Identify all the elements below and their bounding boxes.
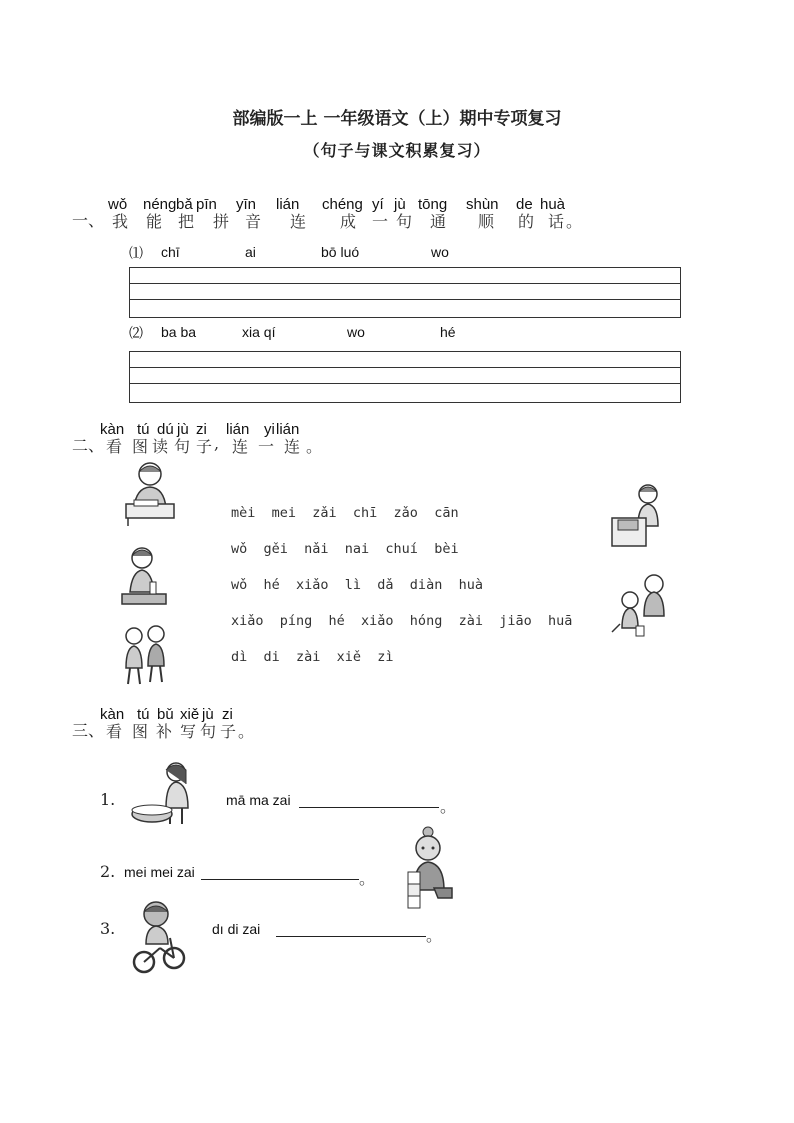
boy-cycling-illustration[interactable] bbox=[132, 898, 186, 976]
s1-hanzi-13: 。 bbox=[566, 212, 583, 231]
s2-pinyin-6: yi bbox=[264, 421, 275, 438]
q1-label: ⑴ bbox=[129, 245, 143, 261]
girl-eating-illustration[interactable] bbox=[120, 544, 168, 608]
page-title: 部编版一上 一年级语文（上）期中专项复习 bbox=[232, 109, 562, 129]
q2-word: xia qí bbox=[242, 324, 276, 340]
s2-hanzi-1: 图 bbox=[132, 437, 149, 456]
q2-word: ba ba bbox=[161, 324, 197, 340]
s1-hanzi-8: 句 bbox=[396, 212, 413, 231]
s1-pinyin-9: tōng bbox=[418, 196, 448, 213]
s2-hanzi-7: 一 bbox=[258, 437, 275, 456]
item1-number: 1. bbox=[100, 790, 116, 809]
s2-pinyin-2: dú bbox=[157, 421, 174, 438]
boy-writing-illustration[interactable] bbox=[120, 458, 180, 528]
s2-pinyin-7: lián bbox=[276, 421, 300, 438]
section2-number: 二、 bbox=[72, 436, 105, 455]
item3-end: 。 bbox=[426, 926, 443, 945]
s3-pinyin-4: jù bbox=[202, 706, 214, 723]
item3-number: 3. bbox=[100, 919, 116, 938]
match-sentence[interactable]: mèi mei zǎi chī zǎo cān bbox=[231, 505, 459, 521]
item2-answer-blank[interactable] bbox=[201, 865, 359, 880]
s3-pinyin-0: kàn bbox=[100, 706, 125, 723]
item1-end: 。 bbox=[440, 797, 457, 816]
s1-hanzi-9: 通 bbox=[430, 212, 447, 231]
mother-washing-illustration[interactable] bbox=[130, 760, 198, 828]
s1-pinyin-2: bǎ bbox=[176, 196, 193, 213]
s2-hanzi-5: , bbox=[214, 434, 220, 453]
s2-hanzi-3: 句 bbox=[174, 437, 191, 456]
s3-pinyin-5: zi bbox=[222, 706, 233, 723]
q1-writing-lines[interactable] bbox=[129, 267, 681, 318]
item3-answer-blank[interactable] bbox=[276, 922, 426, 937]
s3-hanzi-5: 子 bbox=[220, 722, 237, 741]
s2-hanzi-6: 连 bbox=[232, 437, 249, 456]
s1-hanzi-10: 顺 bbox=[478, 212, 495, 231]
s3-pinyin-3: xiě bbox=[180, 706, 200, 723]
s2-pinyin-1: tú bbox=[137, 421, 150, 438]
s1-pinyin-4: yīn bbox=[236, 196, 257, 213]
s1-hanzi-12: 话 bbox=[548, 212, 565, 231]
s3-hanzi-2: 补 bbox=[156, 722, 173, 741]
s1-hanzi-3: 拼 bbox=[213, 212, 230, 231]
item2-number: 2. bbox=[100, 862, 116, 881]
q1-word: ai bbox=[245, 244, 256, 260]
s1-pinyin-0: wǒ bbox=[108, 196, 128, 213]
s1-pinyin-10: shùn bbox=[466, 196, 499, 213]
s2-pinyin-4: zi bbox=[196, 421, 207, 438]
s1-pinyin-5: lián bbox=[276, 196, 300, 213]
s1-hanzi-0: 我 bbox=[112, 212, 129, 231]
q2-word: wo bbox=[347, 324, 365, 340]
s3-hanzi-4: 句 bbox=[200, 722, 217, 741]
grandma-back-illustration[interactable] bbox=[608, 480, 666, 550]
s1-pinyin-8: jù bbox=[394, 196, 406, 213]
s2-pinyin-3: jù bbox=[177, 421, 189, 438]
s1-pinyin-11: de bbox=[516, 196, 533, 213]
q1-word: wo bbox=[431, 244, 449, 260]
s1-hanzi-1: 能 bbox=[146, 212, 163, 231]
page-subtitle: （句子与课文积累复习） bbox=[303, 141, 491, 160]
s2-hanzi-0: 看 bbox=[106, 437, 123, 456]
section1-number: 一、 bbox=[72, 211, 105, 230]
watering-flowers-illustration[interactable] bbox=[608, 572, 670, 640]
s2-pinyin-0: kàn bbox=[100, 421, 125, 438]
s1-hanzi-4: 音 bbox=[245, 212, 262, 231]
item2-prompt: mei mei zai bbox=[124, 864, 195, 880]
s1-pinyin-7: yí bbox=[372, 196, 384, 213]
s3-pinyin-2: bǔ bbox=[157, 706, 174, 723]
q2-writing-lines[interactable] bbox=[129, 351, 681, 403]
s2-hanzi-2: 读 bbox=[152, 437, 169, 456]
s3-hanzi-1: 图 bbox=[132, 722, 149, 741]
match-sentence[interactable]: wǒ gěi nǎi nai chuí bèi bbox=[231, 541, 459, 557]
match-sentence[interactable]: xiǎo píng hé xiǎo hóng zài jiāo huā bbox=[231, 613, 573, 629]
children-on-phone-illustration[interactable] bbox=[120, 622, 172, 688]
s1-hanzi-11: 的 bbox=[518, 212, 535, 231]
s2-hanzi-8: 连 bbox=[284, 437, 301, 456]
q1-word: chī bbox=[161, 244, 180, 260]
item3-prompt: dı di zai bbox=[212, 921, 261, 937]
s2-hanzi-4: 子 bbox=[196, 437, 213, 456]
s1-pinyin-1: néng bbox=[143, 196, 177, 213]
q1-word: bō luó bbox=[321, 244, 360, 260]
s1-hanzi-5: 连 bbox=[290, 212, 307, 231]
s2-hanzi-9: 。 bbox=[306, 437, 323, 456]
section3-number: 三、 bbox=[72, 721, 105, 740]
s1-hanzi-2: 把 bbox=[178, 212, 195, 231]
s3-hanzi-3: 写 bbox=[180, 722, 197, 741]
item1-prompt: mā ma zai bbox=[226, 792, 291, 808]
girl-with-blocks-illustration[interactable] bbox=[402, 826, 456, 910]
q2-label: ⑵ bbox=[129, 325, 143, 341]
s1-pinyin-6: chéng bbox=[322, 196, 363, 213]
s3-hanzi-6: 。 bbox=[238, 722, 255, 741]
s2-pinyin-5: lián bbox=[226, 421, 250, 438]
s1-pinyin-12: huà bbox=[540, 196, 566, 213]
s1-pinyin-3: pīn bbox=[196, 196, 217, 213]
s1-hanzi-6: 成 bbox=[340, 212, 357, 231]
s3-hanzi-0: 看 bbox=[106, 722, 123, 741]
item1-answer-blank[interactable] bbox=[299, 793, 439, 808]
item2-end: 。 bbox=[359, 869, 376, 888]
match-sentence[interactable]: dì di zài xiě zì bbox=[231, 649, 394, 665]
q2-word: hé bbox=[440, 324, 456, 340]
match-sentence[interactable]: wǒ hé xiǎo lì dǎ diàn huà bbox=[231, 577, 483, 593]
s1-hanzi-7: 一 bbox=[372, 212, 389, 231]
s3-pinyin-1: tú bbox=[137, 706, 150, 723]
